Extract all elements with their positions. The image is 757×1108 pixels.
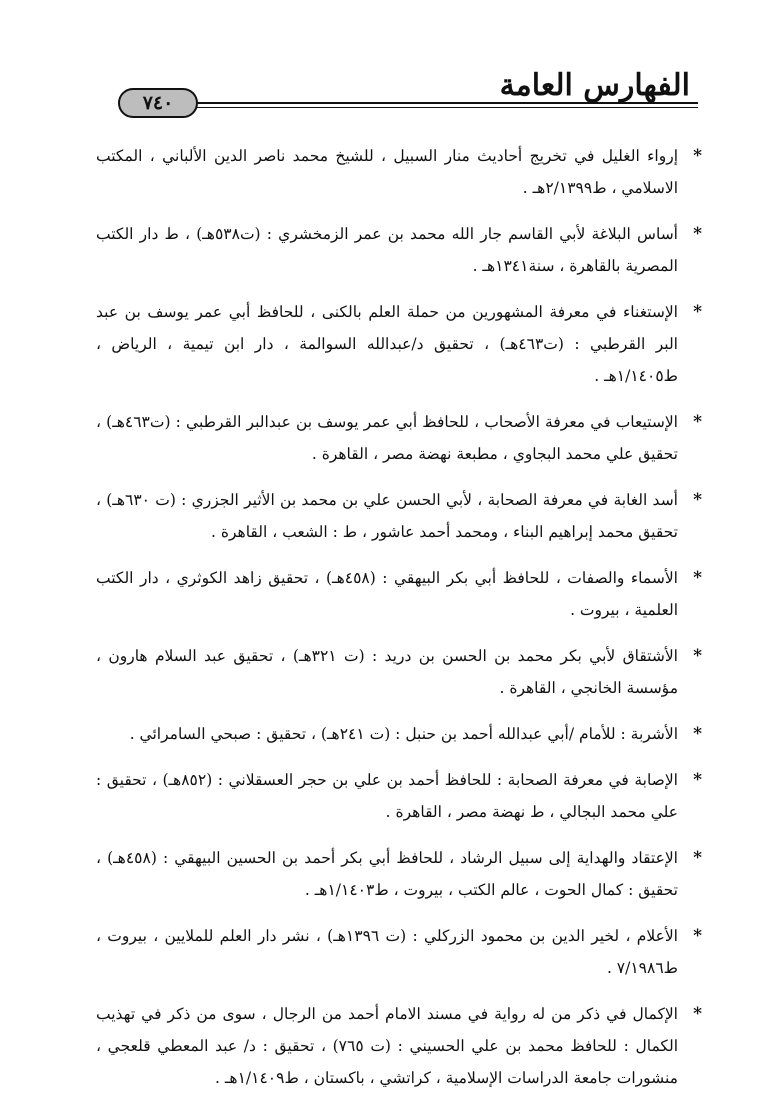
header-rule	[180, 102, 698, 104]
entry-text: الإعتقاد والهداية إلى سبيل الرشاد ، للحافظ أبي بكر أحمد بن الحسين البيهقي : (٤٥٨هـ) ، تحقيق : كمال الحوت ، عالم الكتب ، بيروت ، ط١/١٤٠٣هـ .	[96, 849, 678, 899]
entry-text: الأشربة : للأمام /أبي عبدالله أحمد بن حنبل : (ت ٢٤١هـ) ، تحقيق : صبحي السامرائي .	[129, 725, 678, 743]
entry-text: الإستغناء في معرفة المشهورين من حملة العلم بالكنى ، للحافظ أبي عمر يوسف بن عبد البر القرطبي : (ت٤٦٣هـ) ، تحقيق د/عبدالله السوالمة ، دار ابن تيمية ، الرياض ، ط١/١٤٠٥هـ .	[96, 303, 678, 385]
bibliography-entry	[96, 920, 702, 984]
bullet-asterisk: *	[693, 848, 702, 868]
entry-text: الإكمال في ذكر من له رواية في مسند الامام أحمد من الرجال ، سوى من ذكر في تهذيب الكمال : للحافظ محمد بن علي الحسيني : (ت ٧٦٥) ، تحقيق : د/ عبد المعطي قلعجي ، منشورات جامعة الدراسات الإسلامية ، كراتشي ، باكستان ، ط١/١٤٠٩هـ .	[96, 1005, 678, 1087]
bullet-asterisk: *	[693, 568, 702, 588]
running-title: الفهارس العامة	[499, 68, 690, 103]
entry-text: إرواء الغليل في تخريج أحاديث منار السبيل ، للشيخ محمد ناصر الدين الألباني ، المكتب الاسلامي ، ط٢/١٣٩٩هـ .	[96, 147, 678, 197]
bibliography-entry	[96, 718, 702, 750]
bibliography-entry	[96, 640, 702, 704]
header-rule-thin	[180, 107, 698, 108]
bullet-asterisk: *	[693, 224, 702, 244]
entry-text: الأعلام ، لخير الدين بن محمود الزركلي : (ت ١٣٩٦هـ) ، نشر دار العلم للملايين ، بيروت ، ط٧/١٩٨٦ .	[96, 927, 678, 977]
entry-text: أساس البلاغة لأبي القاسم جار الله محمد بن عمر الزمخشري : (ت٥٣٨هـ) ، ط دار الكتب المصرية بالقاهرة ، سنة١٣٤١هـ .	[96, 225, 678, 275]
entry-text: أسد الغابة في معرفة الصحابة ، لأبي الحسن علي بن محمد بن الأثير الجزري : (ت ٦٣٠هـ) ، تحقيق محمد إبراهيم البناء ، ومحمد أحمد عاشور ، ط : الشعب ، القاهرة .	[96, 491, 678, 541]
bibliography-entry	[96, 998, 702, 1094]
bullet-asterisk: *	[693, 490, 702, 510]
bullet-asterisk: *	[693, 926, 702, 946]
bullet-asterisk: *	[693, 646, 702, 666]
bibliography-entry	[96, 842, 702, 906]
entry-text: الأسماء والصفات ، للحافظ أبي بكر البيهقي : (٤٥٨هـ) ، تحقيق زاهد الكوثري ، دار الكتب العلمية ، بيروت .	[96, 569, 678, 619]
bullet-asterisk: *	[693, 146, 702, 166]
bibliography-entry	[96, 218, 702, 282]
bibliography-entry	[96, 406, 702, 470]
bibliography-entry	[96, 562, 702, 626]
bullet-asterisk: *	[693, 770, 702, 790]
bibliography-entry	[96, 484, 702, 548]
bullet-asterisk: *	[693, 724, 702, 744]
entry-text: الأشتقاق لأبي بكر محمد بن الحسن بن دريد : (ت ٣٢١هـ) ، تحقيق عبد السلام هارون ، مؤسسة الخانجي ، القاهرة .	[96, 647, 678, 697]
entry-text: الإستيعاب في معرفة الأصحاب ، للحافظ أبي عمر يوسف بن عبدالبر القرطبي : (ت٤٦٣هـ) ، تحقيق علي محمد البجاوي ، مطبعة نهضة مصر ، القاهرة .	[96, 413, 678, 463]
bullet-asterisk: *	[693, 302, 702, 322]
bibliography-entry	[96, 296, 702, 392]
bullet-asterisk: *	[693, 412, 702, 432]
bullet-asterisk: *	[693, 1004, 702, 1024]
bibliography-entry	[96, 764, 702, 828]
bibliography-list	[96, 140, 702, 1108]
page-header	[118, 68, 698, 118]
entry-text: الإصابة في معرفة الصحابة : للحافظ أحمد بن علي بن حجر العسقلاني : (٨٥٢هـ) ، تحقيق : علي محمد البجالي ، ط نهضة مصر ، القاهرة .	[96, 771, 678, 821]
page-number-badge: ٧٤٠	[118, 88, 198, 118]
bibliography-entry	[96, 140, 702, 204]
